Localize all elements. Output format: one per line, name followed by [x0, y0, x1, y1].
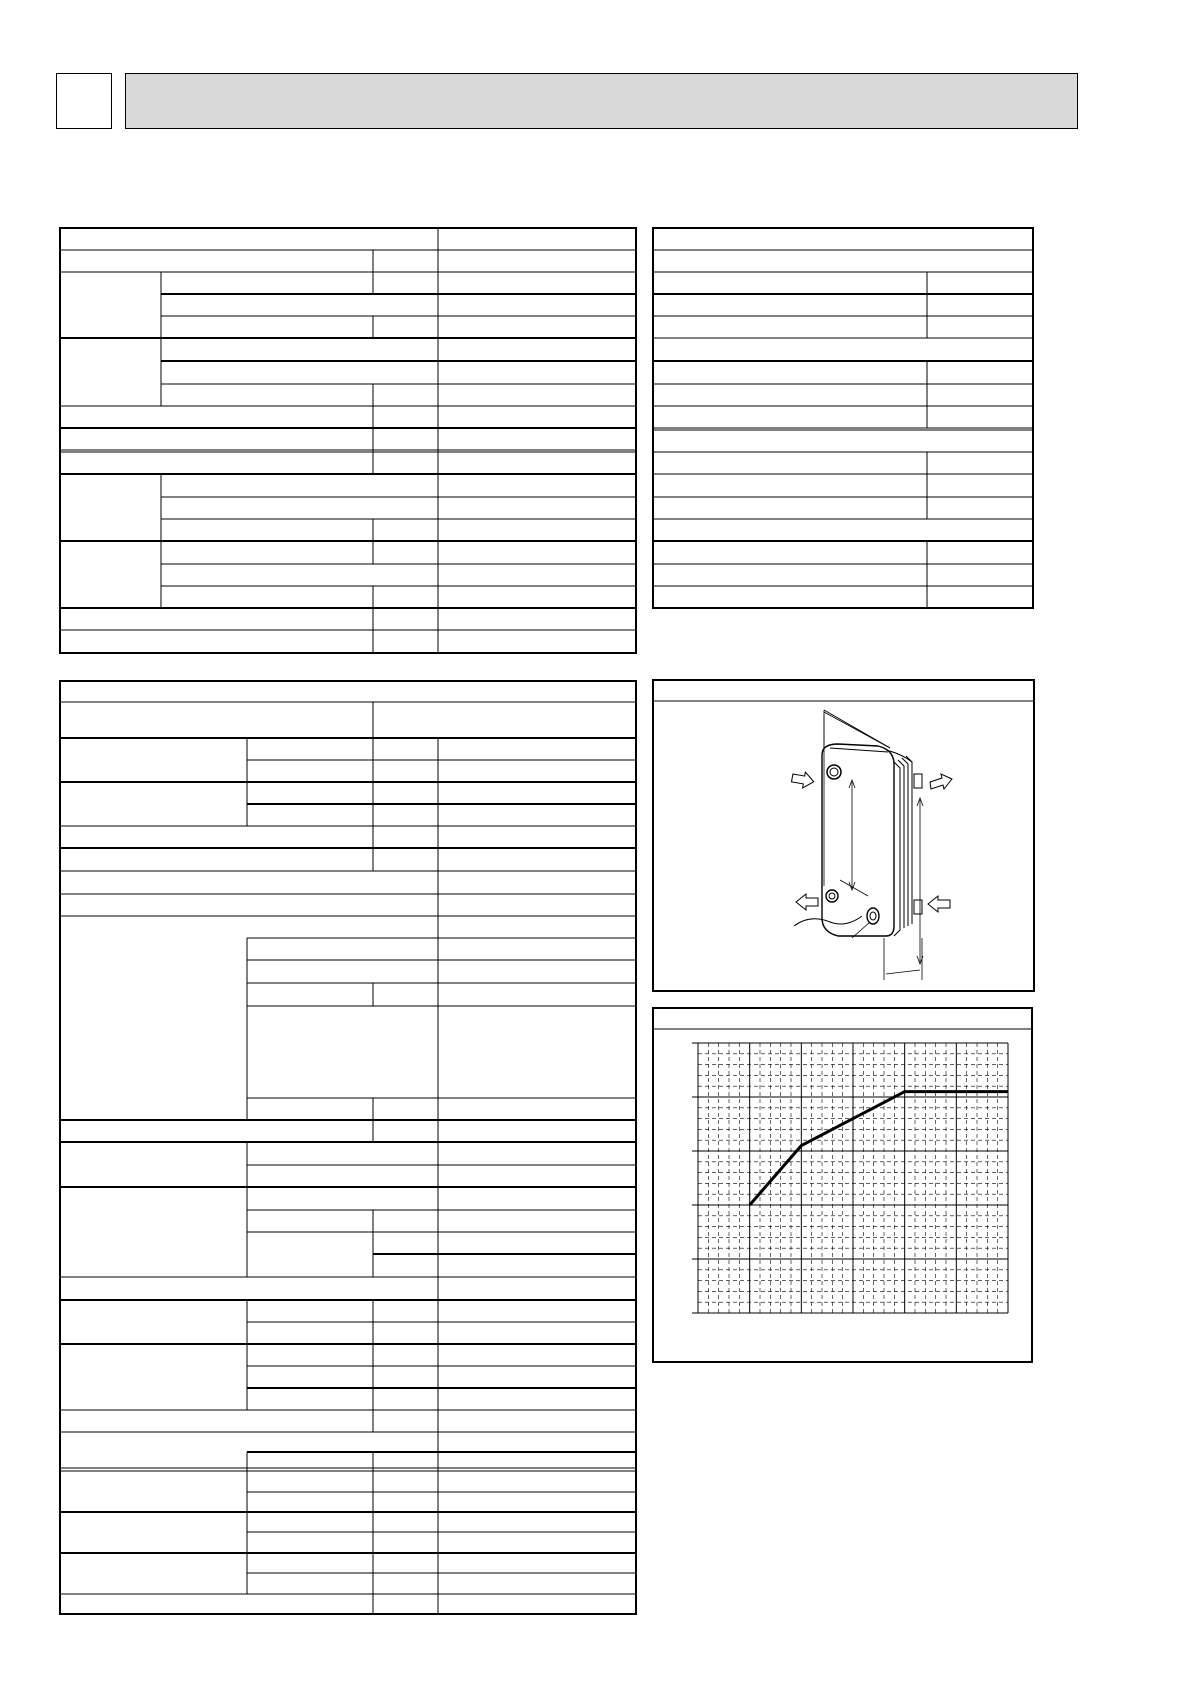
chart-series-line: [750, 1092, 1008, 1205]
chart-tick-marks: [692, 1043, 698, 1313]
chart-grid: [698, 1043, 1008, 1313]
heat-exchanger-illustration: [790, 700, 970, 985]
performance-chart: [690, 1035, 1020, 1325]
